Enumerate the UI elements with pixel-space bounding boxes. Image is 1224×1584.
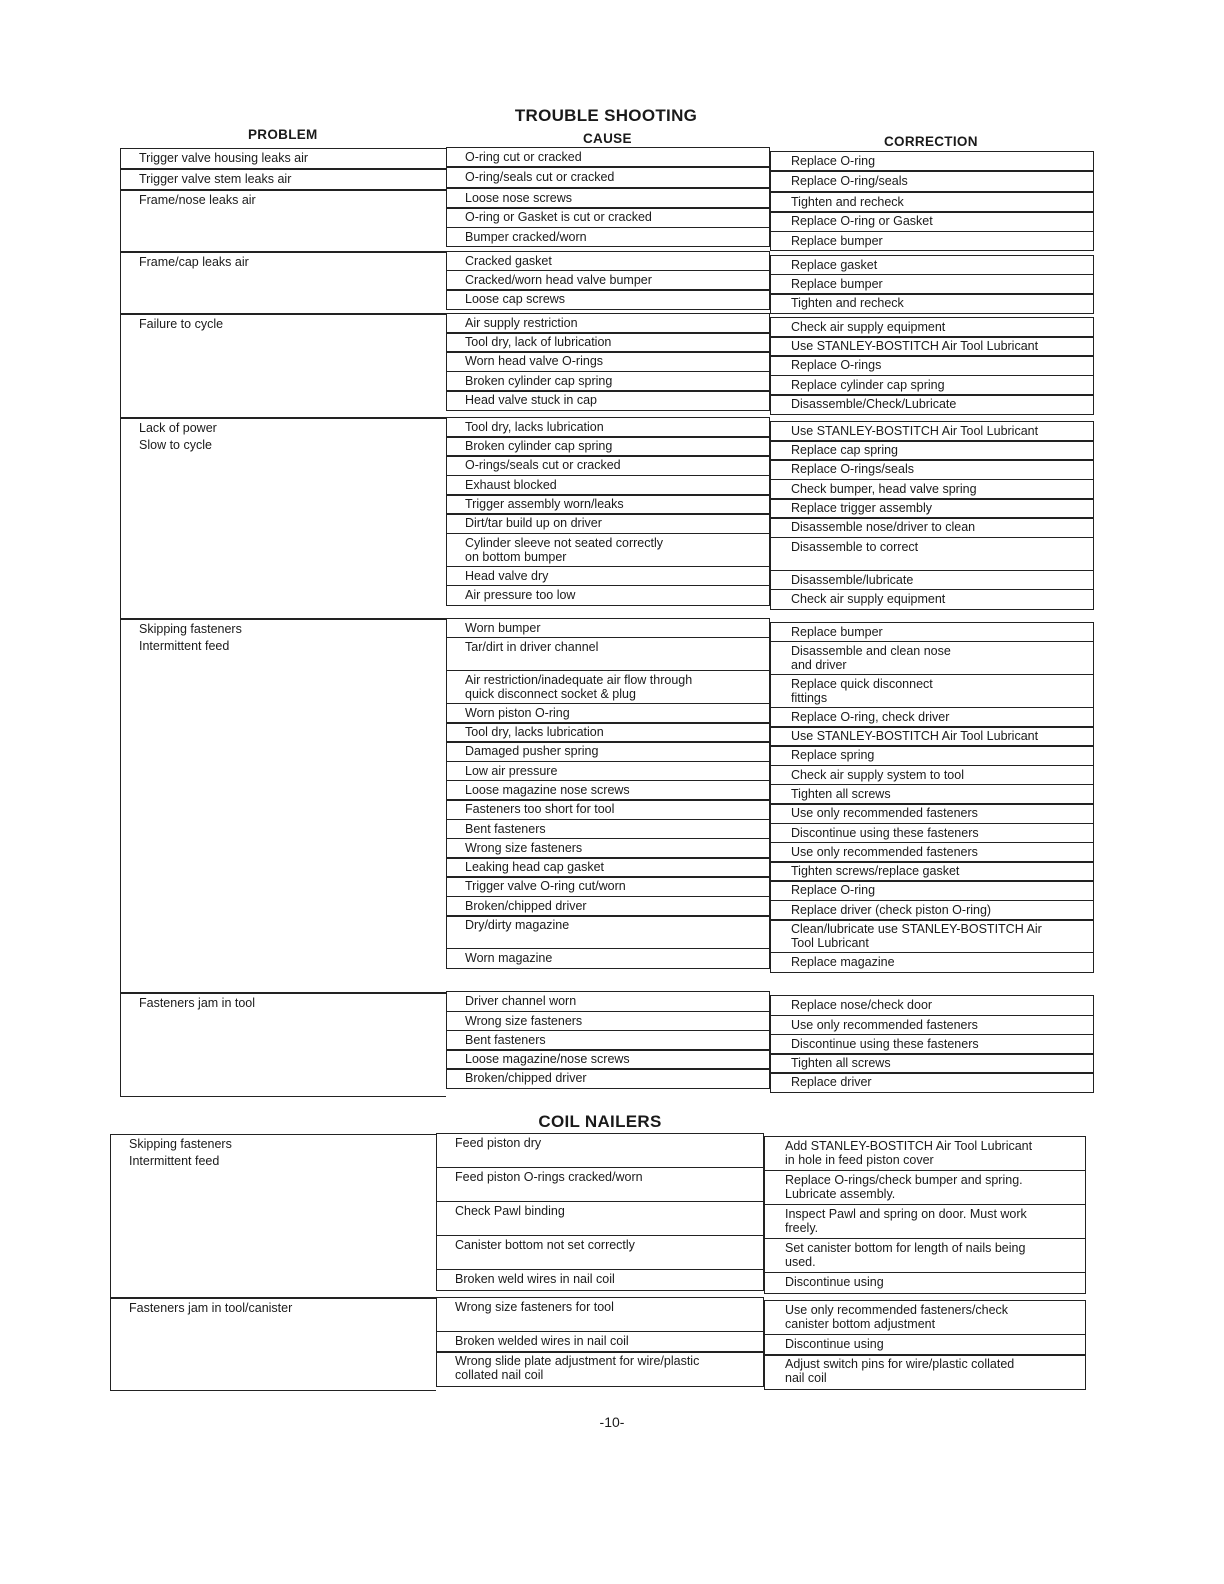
cause-cell: Loose nose screws [446, 188, 770, 209]
cause-cell: Broken cylinder cap spring [446, 371, 770, 392]
problem-group [120, 619, 1094, 993]
cause-cell: Air pressure too low [446, 585, 770, 606]
correction-cell: Replace bumper [770, 231, 1094, 252]
problem-cell: Trigger valve stem leaks air [120, 169, 446, 190]
problem-cell: Fasteners jam in tool/canister [110, 1298, 436, 1391]
correction-cell: Replace spring [770, 745, 1094, 766]
correction-cell: Use STANLEY-BOSTITCH Air Tool Lubricant [770, 726, 1094, 747]
correction-cell: Replace driver (check piston O-ring) [770, 900, 1094, 921]
problem-group [120, 190, 1094, 252]
correction-cell: Replace O-ring or Gasket [770, 211, 1094, 232]
correction-cell: Replace driver [770, 1072, 1094, 1093]
correction-cell: Disassemble/Check/Lubricate [770, 394, 1094, 415]
cause-cell: Worn bumper [446, 618, 770, 639]
correction-cell: Discontinue using [764, 1272, 1086, 1294]
cause-cell: Tar/dirt in driver channel [446, 637, 770, 671]
cause-cell: Feed piston dry [436, 1133, 764, 1169]
cause-cell: Trigger assembly worn/leaks [446, 494, 770, 515]
coil-nailers-title: COIL NAILERS [538, 1112, 662, 1131]
correction-cell: Adjust switch pins for wire/plastic collated nail coil [764, 1354, 1086, 1390]
cause-cell: O-ring/seals cut or cracked [446, 167, 770, 188]
cause-cell: Broken weld wires in nail coil [436, 1269, 764, 1291]
problem-column-header: PROBLEM [248, 127, 318, 142]
cause-cell: Tool dry, lacks lubrication [446, 417, 770, 438]
correction-cell: Replace O-rings [770, 355, 1094, 376]
cause-cell: Bent fasteners [446, 1030, 770, 1051]
correction-cell: Replace bumper [770, 274, 1094, 295]
cause-cell: Low air pressure [446, 761, 770, 782]
cause-cell: Broken/chipped driver [446, 896, 770, 917]
correction-cell: Check air supply equipment [770, 589, 1094, 610]
cause-cell: Check Pawl binding [436, 1201, 764, 1237]
problem-cell: Frame/nose leaks air [120, 190, 446, 252]
correction-cell: Disassemble to correct [770, 537, 1094, 571]
cause-cell: Head valve stuck in cap [446, 390, 770, 411]
correction-cell: Tighten all screws [770, 784, 1094, 805]
correction-cell: Inspect Pawl and spring on door. Must work freely. [764, 1204, 1086, 1240]
correction-cell: Replace O-rings/seals [770, 459, 1094, 480]
cause-cell: Wrong size fasteners [446, 1011, 770, 1032]
cause-cell: O-rings/seals cut or cracked [446, 455, 770, 476]
cause-cell: Feed piston O-rings cracked/worn [436, 1167, 764, 1203]
correction-cell: Replace trigger assembly [770, 498, 1094, 519]
correction-cell: Replace bumper [770, 622, 1094, 643]
correction-column-header: CORRECTION [884, 134, 978, 149]
cause-cell: Exhaust blocked [446, 475, 770, 496]
correction-cell: Disassemble and clean nose and driver [770, 641, 1094, 675]
cause-cell: Bumper cracked/worn [446, 227, 770, 248]
correction-cell: Check air supply system to tool [770, 765, 1094, 786]
correction-cell: Use STANLEY-BOSTITCH Air Tool Lubricant [770, 421, 1094, 442]
cause-cell: Air restriction/inadequate air flow through quick disconnect socket & plug [446, 670, 770, 704]
cause-cell: Loose magazine/nose screws [446, 1049, 770, 1070]
correction-cell: Set canister bottom for length of nails being used. [764, 1238, 1086, 1274]
correction-cell: Disassemble/lubricate [770, 570, 1094, 591]
problem-cell: Fasteners jam in tool [120, 993, 446, 1097]
cause-cell: Bent fasteners [446, 819, 770, 840]
problem-cell: Trigger valve housing leaks air [120, 148, 446, 169]
cause-cell: Cracked gasket [446, 251, 770, 272]
problem-cell: Skipping fasteners Intermittent feed [110, 1134, 436, 1298]
problem-group [120, 252, 1094, 314]
correction-cell: Replace quick disconnect fittings [770, 674, 1094, 708]
correction-cell: Check bumper, head valve spring [770, 479, 1094, 500]
cause-cell: Broken welded wires in nail coil [436, 1331, 764, 1353]
cause-cell: Dry/dirty magazine [446, 915, 770, 949]
cause-cell: Driver channel worn [446, 991, 770, 1012]
problem-group [110, 1298, 1086, 1391]
correction-cell: Tighten and recheck [770, 293, 1094, 314]
correction-cell: Tighten screws/replace gasket [770, 861, 1094, 882]
problem-cell: Lack of power Slow to cycle [120, 418, 446, 619]
correction-cell: Add STANLEY-BOSTITCH Air Tool Lubricant in hole in feed piston cover [764, 1136, 1086, 1172]
correction-cell: Use only recommended fasteners [770, 842, 1094, 863]
correction-cell: Discontinue using [764, 1334, 1086, 1356]
correction-cell: Replace O-ring [770, 151, 1094, 172]
correction-cell: Check air supply equipment [770, 317, 1094, 338]
cause-cell: Tool dry, lacks lubrication [446, 722, 770, 743]
cause-cell: Damaged pusher spring [446, 741, 770, 762]
correction-cell: Replace nose/check door [770, 995, 1094, 1016]
cause-column-header: CAUSE [583, 131, 632, 146]
cause-cell: Fasteners too short for tool [446, 799, 770, 820]
correction-cell: Replace cap spring [770, 440, 1094, 461]
correction-cell: Replace O-ring [770, 880, 1094, 901]
cause-cell: Cracked/worn head valve bumper [446, 270, 770, 291]
cause-cell: Air supply restriction [446, 313, 770, 334]
cause-cell: Cylinder sleeve not seated correctly on bottom bumper [446, 533, 770, 567]
cause-cell: Canister bottom not set correctly [436, 1235, 764, 1271]
cause-cell: Tool dry, lack of lubrication [446, 332, 770, 353]
cause-cell: Worn piston O-ring [446, 703, 770, 724]
correction-cell: Use only recommended fasteners/check canister bottom adjustment [764, 1300, 1086, 1336]
problem-cell: Skipping fasteners Intermittent feed [120, 619, 446, 993]
correction-cell: Use only recommended fasteners [770, 1015, 1094, 1036]
cause-cell: Dirt/tar build up on driver [446, 513, 770, 534]
cause-cell: Leaking head cap gasket [446, 857, 770, 878]
cause-cell: Loose cap screws [446, 289, 770, 310]
correction-cell: Replace O-ring, check driver [770, 707, 1094, 728]
cause-cell: Loose magazine nose screws [446, 780, 770, 801]
correction-cell: Replace cylinder cap spring [770, 375, 1094, 396]
cause-cell: O-ring or Gasket is cut or cracked [446, 207, 770, 228]
problem-cell: Frame/cap leaks air [120, 252, 446, 314]
correction-cell: Replace magazine [770, 952, 1094, 973]
correction-cell: Replace gasket [770, 255, 1094, 276]
cause-cell: Wrong size fasteners for tool [436, 1297, 764, 1333]
correction-cell: Replace O-rings/check bumper and spring. Lubricate assembly. [764, 1170, 1086, 1206]
cause-cell: Wrong size fasteners [446, 838, 770, 859]
problem-group [120, 993, 1094, 1097]
correction-cell: Disassemble nose/driver to clean [770, 517, 1094, 538]
correction-cell: Clean/lubricate use STANLEY-BOSTITCH Air Tool Lubricant [770, 919, 1094, 953]
problem-group [120, 314, 1094, 418]
cause-cell: Worn head valve O-rings [446, 351, 770, 372]
cause-cell: Trigger valve O-ring cut/worn [446, 876, 770, 897]
problem-cell: Failure to cycle [120, 314, 446, 418]
page-number: -10- [599, 1414, 625, 1430]
correction-cell: Discontinue using these fasteners [770, 823, 1094, 844]
problem-group [120, 418, 1094, 619]
correction-cell: Discontinue using these fasteners [770, 1034, 1094, 1055]
problem-group [110, 1134, 1086, 1298]
cause-cell: Head valve dry [446, 566, 770, 587]
correction-cell: Replace O-ring/seals [770, 171, 1094, 192]
correction-cell: Tighten and recheck [770, 192, 1094, 213]
cause-cell: O-ring cut or cracked [446, 147, 770, 168]
cause-cell: Broken cylinder cap spring [446, 436, 770, 457]
cause-cell: Broken/chipped driver [446, 1068, 770, 1089]
correction-cell: Use STANLEY-BOSTITCH Air Tool Lubricant [770, 336, 1094, 357]
page-title: TROUBLE SHOOTING [514, 106, 698, 125]
cause-cell: Worn magazine [446, 948, 770, 969]
cause-cell: Wrong slide plate adjustment for wire/plastic collated nail coil [436, 1351, 764, 1387]
correction-cell: Tighten all screws [770, 1053, 1094, 1074]
correction-cell: Use only recommended fasteners [770, 803, 1094, 824]
